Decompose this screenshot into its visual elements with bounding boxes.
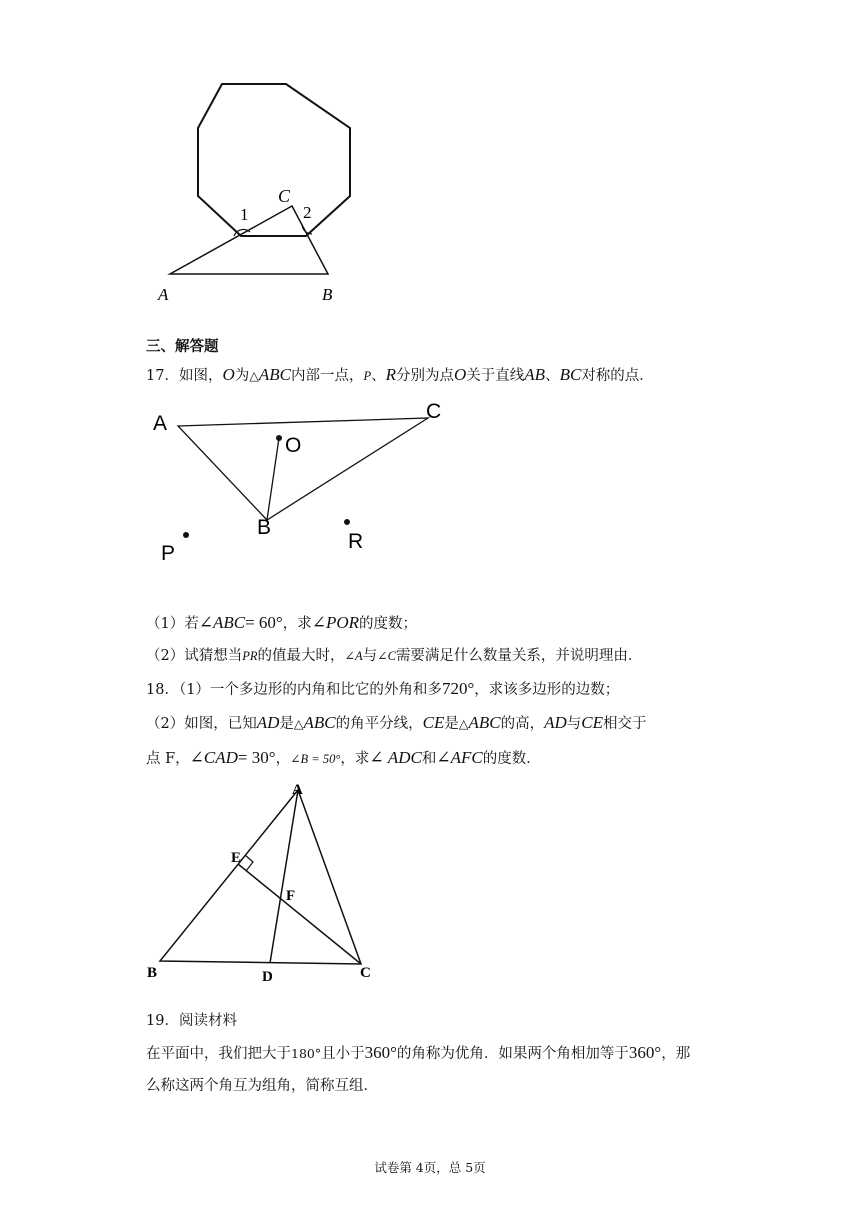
q18-label-a: A [292,782,303,798]
q19-l1-mid2: 的角称为优角．如果两个角相加等于 [396,1046,629,1062]
q18-part2 [146,712,647,735]
q19-l1-v2: 360° [364,1043,397,1062]
label-2: 2 [303,203,312,222]
q19-l1-pre: 在平面中，我们把大于 [146,1046,291,1062]
q18-p1-post: ，求该多边形的边数； [474,682,620,698]
q19-l1-v1: 180° [291,1046,322,1061]
q18-p3-and: 和 [421,751,437,767]
q18-label-d: D [262,969,273,985]
q17-label-b: B [257,516,272,539]
q18-p2-t2: 的角平分线， [335,716,423,732]
q18-p2-ce: CE [422,713,445,732]
q18-p2-tri: △ [293,716,304,731]
q17-t6: 对称的点． [581,368,654,384]
q17-p: P [363,369,372,383]
label-b: B [322,285,333,304]
q18-right-angle-mark [245,855,253,871]
q19-line1 [146,1042,690,1065]
q18-p3-pre: 点 F， [146,751,190,767]
q18-segment-ad [270,790,298,963]
q17-label-c: C [426,400,442,423]
q17-o2: O [454,365,467,384]
q18-part1 [146,678,619,701]
q18-p3-eq: = 30° [237,748,276,767]
q18-label-e: E [231,850,242,866]
q17-part1 [146,612,417,635]
octagon-figure [150,78,370,310]
q19-title: 19．阅读材料 [146,1013,237,1029]
q17-point-p [183,532,189,538]
q17-p1-ang1: ∠ABC [198,613,246,632]
q17-sep1: 、 [371,368,386,384]
q17-tri: △ [249,368,259,383]
q17-figure [146,392,486,578]
q18-p2-ad2: AD [544,713,567,732]
q17-label-r: R [348,530,364,553]
q17-t3: 内部一点， [290,368,364,384]
q17-t4: 分别为点 [396,368,454,384]
q17-p2-post: 需要满足什么数量关系，并说明理由． [395,648,643,664]
q18-p3-post: 的度数． [482,751,541,767]
q18-p2-ad: AD [256,713,280,732]
q18-figure [140,778,390,988]
section-title: 三、解答题 [146,338,219,355]
q17-sep2: 、 [545,368,560,384]
label-c: C [278,186,291,206]
q17-label-p: P [161,542,176,565]
q18-p2-abc: ABC [303,713,336,732]
q19-l1-mid: 且小于 [321,1046,365,1062]
q18-p1-val: 720° [441,679,475,698]
octagon-shape [198,84,350,236]
q17-part2 [146,645,642,667]
label-a: A [158,285,169,304]
q18-p3-cad: ∠CAD [189,748,238,767]
q17-abc: ABC [258,365,291,384]
label-1: 1 [240,205,249,224]
q18-p3-b: ∠B = 50° [290,752,341,766]
q18-p3-sep: ， [275,751,291,767]
q17-p1-pre: （1）若 [146,616,199,632]
q17-p2-mid2: 与 [362,648,378,664]
q17-o: O [222,365,235,384]
q17-label-o: O [285,434,302,457]
q18-p3-adc: ∠ ADC [369,748,422,767]
q17-p2-mid1: 的值最大时， [257,648,345,664]
q18-label-c: C [360,965,371,981]
q17-p1-eq: = 60° [245,613,283,632]
q18-label-b: B [147,965,158,981]
q19-line2: 么称这两个角互为组角，简称互组． [146,1078,378,1094]
page-footer: 试卷第 4页，总 5页 [374,1160,486,1175]
q17-p2-ang-c: ∠C [377,649,396,663]
q18-p2-t6: 相交于 [603,716,647,732]
q18-part3 [146,747,541,770]
q17-segment-bo [267,438,279,520]
q17-t5: 关于直线 [466,368,525,384]
q17-p2-pr: PR [242,649,258,663]
q17-point-o [276,435,282,441]
q17-statement [146,364,654,387]
q18-p2-t3: 是 [444,716,459,732]
q18-p3-afc: ∠AFC [436,748,483,767]
q17-point-r [344,519,350,525]
q18-p2-t5: 与 [566,716,582,732]
q18-p2-abc2: ABC [468,713,501,732]
q18-triangle-shape [160,790,361,964]
q17-t2: 为 [234,368,250,384]
q17-num: 17． [146,368,179,384]
q17-p1-post: 的度数； [359,616,418,632]
q17-t1: 如图， [178,368,223,384]
q17-p1-mid: ，求 [282,616,312,632]
q17-triangle-shape [178,418,428,520]
q18-p1-pre: 18．（1）一个多边形的内角和比它的外角和多 [146,682,442,698]
q17-bc: BC [559,365,582,384]
q18-p2-pre: （2）如图，已知 [146,716,257,732]
q18-p2-ce2: CE [581,713,604,732]
q17-p2-pre: （2）试猜想当 [146,648,243,664]
q18-p3-mid: ，求 [340,751,370,767]
q18-label-f: F [286,888,296,904]
q18-p2-t1: 是 [279,716,294,732]
q17-p1-ang2: ∠POR [311,613,360,632]
q19-l1-v3: 360° [628,1043,662,1062]
q19-l1-post: ，那 [661,1046,691,1062]
q17-label-a: A [153,412,168,435]
q18-p2-t4: 的高， [500,716,545,732]
q17-r: R [385,365,396,384]
q18-p2-tri2: △ [458,716,469,731]
q17-ab: AB [524,365,546,384]
q17-p2-ang-a: ∠A [344,649,363,663]
